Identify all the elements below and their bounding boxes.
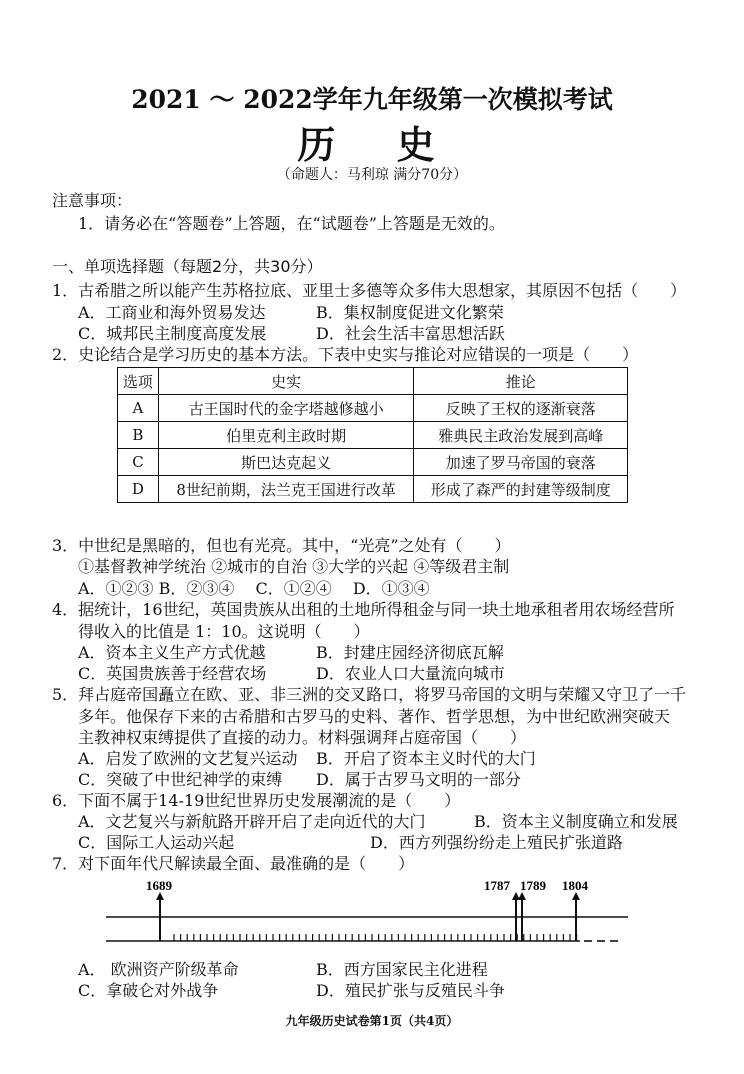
table-row	[118, 395, 628, 422]
table-cell: A	[118, 395, 159, 422]
question-7-option-b: B．西方国家民主化进程	[316, 960, 488, 979]
table-cell: 伯里克利主政时期	[158, 422, 414, 449]
timeline-ruler	[100, 880, 640, 950]
table-row	[118, 422, 628, 449]
question-5-option-d: D．属于古罗马文明的一部分	[316, 770, 521, 789]
table-cell: 古王国时代的金字塔越修越小	[158, 395, 414, 422]
table-cell: 形成了森严的封建等级制度	[414, 476, 628, 503]
table-cell: 雅典民主政治发展到高峰	[414, 422, 628, 449]
table-cell: 反映了王权的逐渐衰落	[414, 395, 628, 422]
subject-title: 历 史	[297, 122, 459, 167]
question-6-stem: 6．下面不属于14-19世纪世界历史发展潮流的是（ ）	[52, 791, 461, 810]
question-7-option-a: A． 欧洲资产阶级革命	[78, 960, 239, 979]
question-7-option-c: C．拿破仑对外战争	[78, 981, 219, 1000]
question-5-option-a: A．启发了欧洲的文艺复兴运动	[78, 749, 298, 768]
question-5-stem-line-1: 5．拜占庭帝国矗立在欧、亚、非三洲的交叉路口，将罗马帝国的文明与荣耀又守卫了一千	[52, 685, 687, 704]
timeline-year-label: 1789	[520, 880, 546, 893]
table-header-cell: 推论	[414, 368, 628, 395]
notice-item: 1．请务必在“答题卷”上答题，在“试题卷”上答题是无效的。	[78, 214, 505, 233]
question-4-option-b: B．封建庄园经济彻底瓦解	[316, 643, 504, 662]
question-4-option-a: A．资本主义生产方式优越	[78, 643, 266, 662]
table-row	[118, 476, 628, 503]
section-heading: 一、单项选择题（每题2分，共30分）	[52, 257, 323, 276]
page-footer: 九年级历史试卷第1页（共4页）	[285, 1014, 459, 1028]
question-2-stem: 2．史论结合是学习历史的基本方法。下表中史实与推论对应错误的一项是（ ）	[52, 345, 639, 364]
question-4-option-d: D．农业人口大量流向城市	[316, 664, 505, 683]
table-header-row	[118, 368, 628, 395]
timeline-year-label: 1804	[562, 880, 588, 893]
table-cell: 8世纪前期，法兰克王国进行改革	[158, 476, 414, 503]
question-3-options: A．①②③ B．②③④ C．①②④ D．①③④	[78, 579, 430, 598]
question-6-option-c: C．国际工人运动兴起	[78, 833, 235, 852]
question-1-option-a: A．工商业和海外贸易发达	[78, 303, 266, 322]
table-cell: D	[118, 476, 159, 503]
timeline-year-label: 1689	[146, 880, 172, 893]
question-4-option-c: C．英国贵族善于经营农场	[78, 664, 267, 683]
question-3-stem: 3．中世纪是黑暗的，但也有光亮。其中，“光亮”之处有（ ）	[52, 536, 511, 555]
notice-heading: 注意事项：	[52, 191, 133, 210]
question-6-option-b: B．资本主义制度确立和发展	[474, 812, 678, 831]
timeline-marker-1804	[562, 880, 589, 941]
timeline-year-label: 1787	[484, 880, 510, 893]
table-row	[118, 449, 628, 476]
exam-title: 2021 ～ 2022学年九年级第一次模拟考试	[131, 85, 613, 114]
table-header-cell: 史实	[158, 368, 414, 395]
timeline-marker-1789	[518, 880, 547, 941]
question-5-option-c: C．突破了中世纪神学的束缚	[78, 770, 283, 789]
question-5-option-b: B．开启了资本主义时代的大门	[316, 749, 536, 768]
question-5-stem-line-2: 多年。他保存下来的古希腊和古罗马的史料、著作、哲学思想，为中世纪欧洲突破天	[78, 707, 671, 726]
history-table	[117, 367, 628, 503]
question-1-option-c: C．城邦民主制度高度发展	[78, 324, 267, 343]
question-7-option-d: D．殖民扩张与反殖民斗争	[316, 981, 505, 1000]
timeline-marker-1787	[484, 880, 520, 941]
question-1-option-b: B．集权制度促进文化繁荣	[316, 303, 504, 322]
question-6-option-a: A．文艺复兴与新航路开辟开启了走向近代的大门	[78, 812, 426, 831]
table-cell: B	[118, 422, 159, 449]
timeline-marker-1689	[146, 880, 173, 941]
question-1-option-d: D．社会生活丰富思想活跃	[316, 324, 505, 343]
question-5-stem-line-3: 主教神权束缚提供了直接的动力。材料强调拜占庭帝国（ ）	[78, 728, 527, 747]
table-cell: 加速了罗马帝国的衰落	[414, 449, 628, 476]
table-cell: 斯巴达克起义	[158, 449, 414, 476]
question-4-stem-line-1: 4．据统计，16世纪，英国贵族从出租的土地所得租金与同一块土地承租者用农场经营所	[52, 600, 675, 619]
table-header-cell: 选项	[118, 368, 159, 395]
question-7-stem: 7．对下面年代尺解读最全面、最准确的是（ ）	[52, 854, 415, 873]
question-6-option-d: D．西方列强纷纷走上殖民扩张道路	[370, 833, 623, 852]
question-3-items: ①基督教神学统治 ②城市的自治 ③大学的兴起 ④等级君主制	[78, 557, 510, 576]
table-cell: C	[118, 449, 159, 476]
question-1-stem: 1．古希腊之所以能产生苏格拉底、亚里士多德等众多伟大思想家，其原因不包括（ ）	[52, 281, 687, 300]
question-4-stem-line-2: 得收入的比值是 1：10。这说明（ ）	[78, 622, 370, 641]
author-line: （命题人：马利琼 满分70分）	[276, 167, 468, 183]
